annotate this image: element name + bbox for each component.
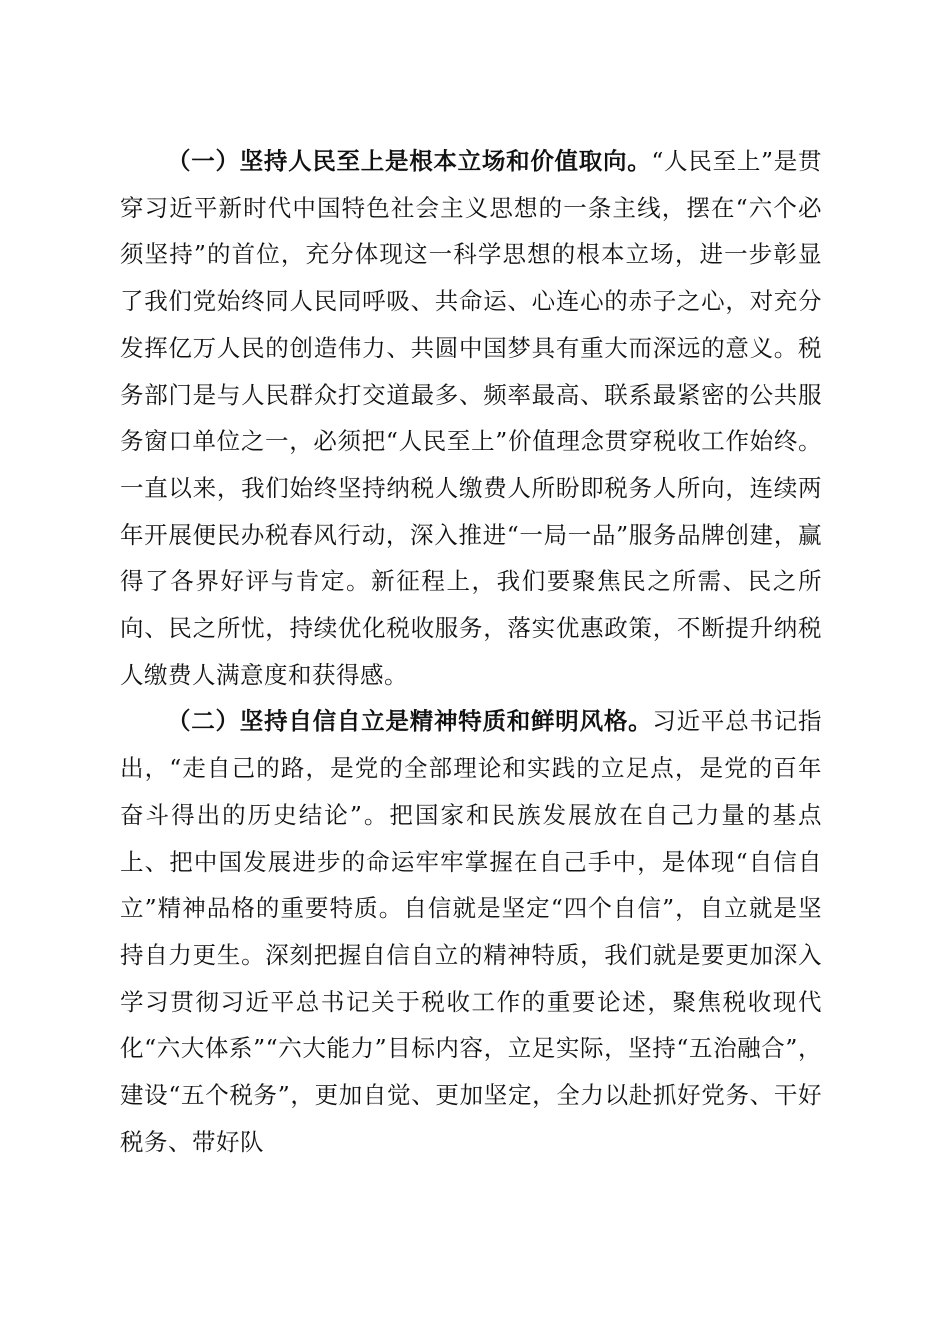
paragraph-text: “人民至上”是贯穿习近平新时代中国特色社会主义思想的一条主线，摆在“六个必须坚持”的首位，充分体现这一科学思想的根本立场，进一步彰显了我们党始终同人民同呼吸、共命运、心连心的赤子之心，对充分发挥亿万人民的创造伟力、共圆中国梦具有重大而深远的意义。税务部门是与人民群众打交道最多、频率最高、联系最紧密的公共服务窗口单位之一，必须把“人民至上”价值理念贯穿税收工作始终。一直以来，我们始终坚持纳税人缴费人所盼即税务人所向，连续两年开展便民办税春风行动，深入推进“一局一品”服务品牌创建，赢得了各界好评与肯定。新征程上，我们要聚焦民之所需、民之所向、民之所忧，持续优化税收服务，落实优惠政策，不断提升纳税人缴费人满意度和获得感。 — [120, 147, 822, 689]
paragraph-people-first — [120, 138, 822, 698]
paragraph-heading: （一）坚持人民至上是根本立场和价值取向。 — [167, 147, 652, 175]
paragraph-self-confidence — [120, 698, 822, 1165]
paragraph-text: 习近平总书记指出，“走自己的路，是党的全部理论和实践的立足点，是党的百年奋斗得出的历史结论”。把国家和民族发展放在自己力量的基点上、把中国发展进步的命运牢牢掌握在自己手中，是体现“自信自立”精神品格的重要特质。自信就是坚定“四个自信”，自立就是坚持自力更生。深刻把握自信自立的精神特质，我们就是要更加深入学习贯彻习近平总书记关于税收工作的重要论述，聚焦税收现代化“六大体系”“六大能力”目标内容，立足实际，坚持“五治融合”，建设“五个税务”，更加自觉、更加坚定，全力以赴抓好党务、干好税务、带好队 — [120, 707, 823, 1156]
paragraph-heading: （二）坚持自信自立是精神特质和鲜明风格。 — [167, 707, 653, 736]
document-body — [120, 138, 822, 1165]
